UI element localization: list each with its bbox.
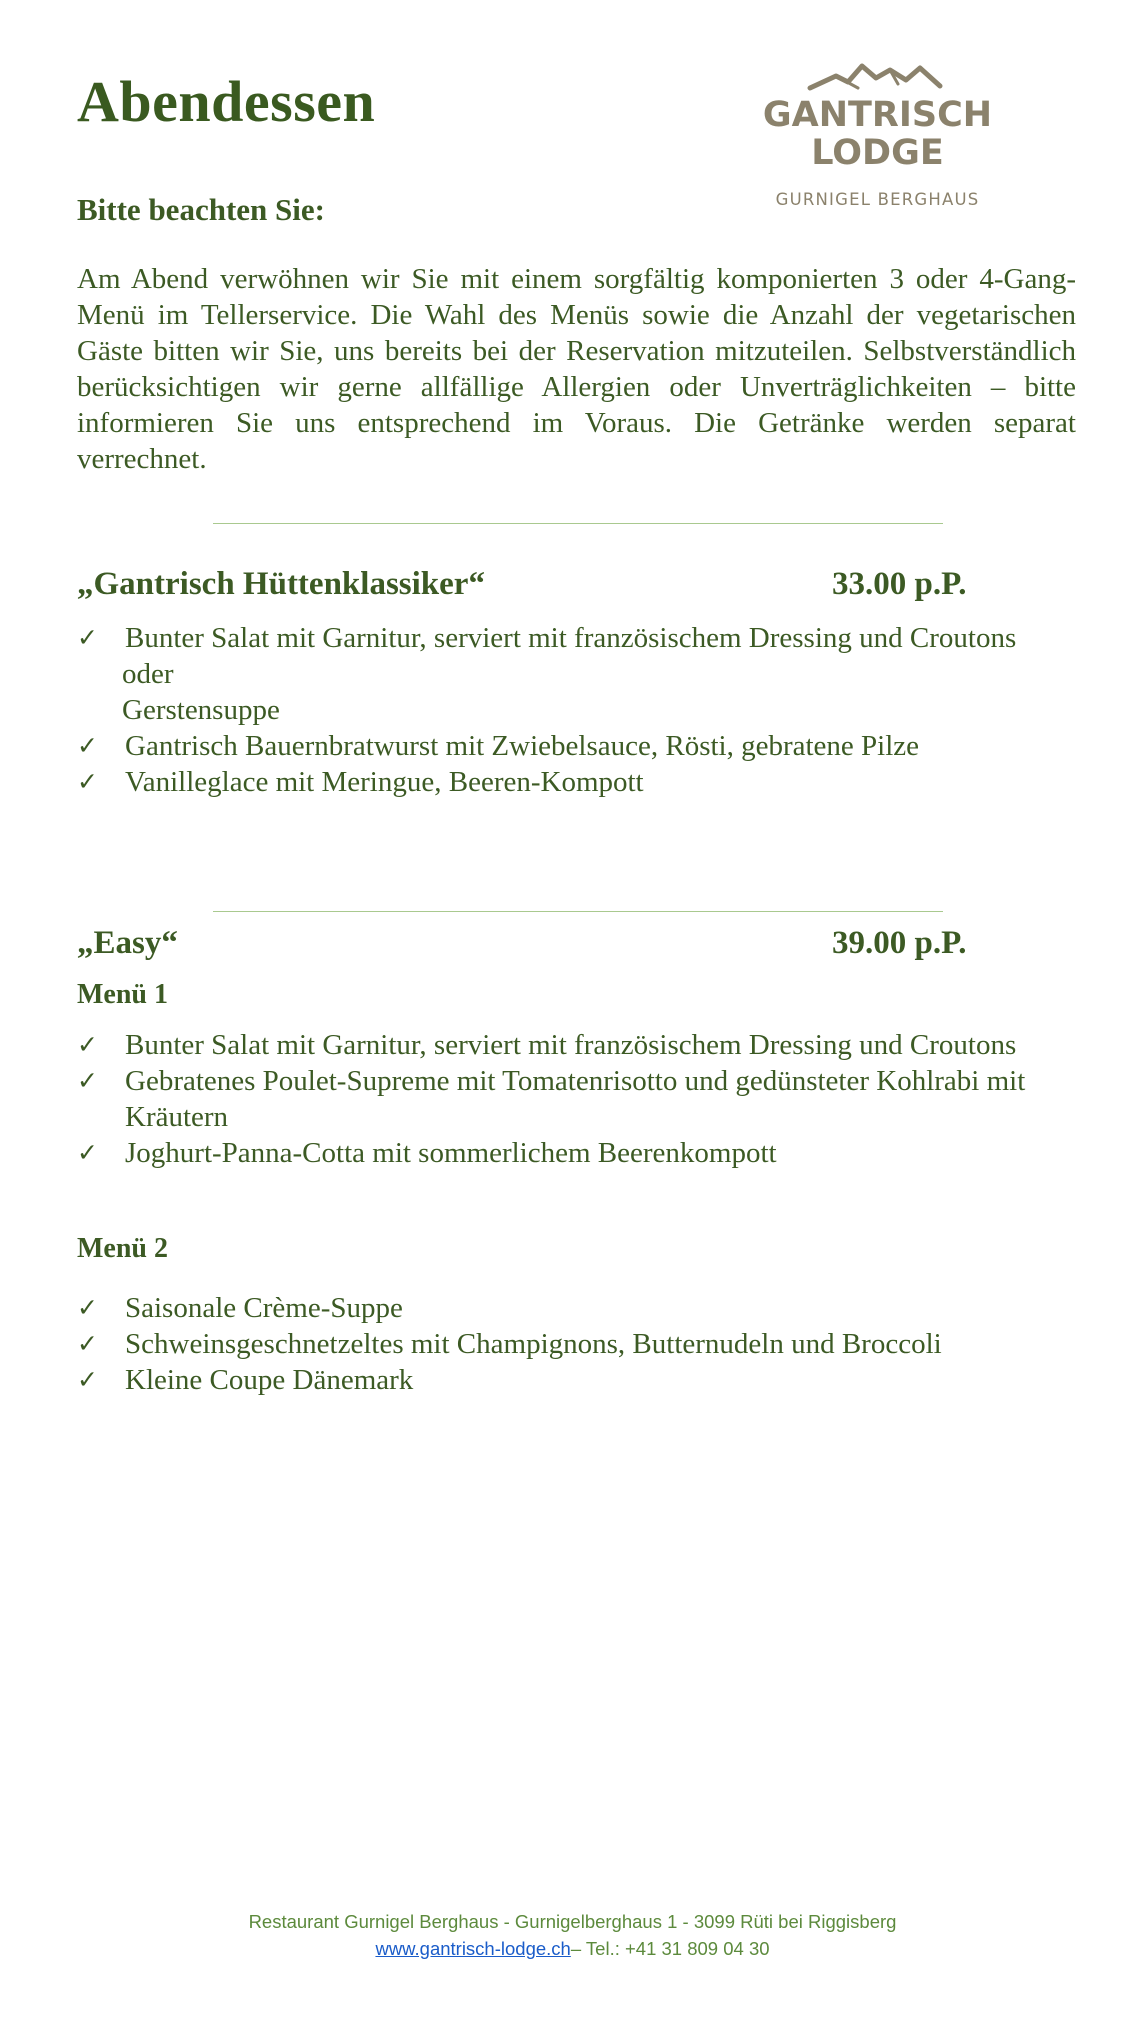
list-item-label: Saisonale Crème-Suppe	[125, 1292, 403, 1324]
website-link[interactable]: www.gantrisch-lodge.ch	[375, 1938, 571, 1959]
menu-title-huettenklassiker: „Gantrisch Hüttenklassiker“	[77, 566, 485, 602]
menu-title-easy: „Easy“	[77, 925, 178, 961]
list-item-label: Schweinsgeschnetzeltes mit Champignons, Butternudeln und Broccoli	[125, 1328, 942, 1360]
list-item-label: Joghurt-Panna-Cotta mit sommerlichem Beerenkompott	[125, 1137, 777, 1169]
mountain-icon	[740, 58, 1015, 98]
checkmark-icon: ✓	[77, 731, 98, 760]
list-item	[77, 1063, 1077, 1135]
list-item	[77, 620, 1077, 656]
gantrisch-lodge-logo	[740, 58, 1015, 218]
checkmark-icon: ✓	[77, 1066, 98, 1095]
list-item	[77, 728, 1077, 764]
list-item-label: Bunter Salat mit Garnitur, serviert mit französischem Dressing und Croutons	[125, 622, 1017, 654]
footer	[0, 1908, 1145, 1962]
page-title: Abendessen	[77, 69, 376, 134]
list-item-label: Kleine Coupe Dänemark	[125, 1364, 414, 1396]
list-item-label: Gantrisch Bauernbratwurst mit Zwiebelsauce, Rösti, gebratene Pilze	[125, 730, 920, 762]
checkmark-icon: ✓	[77, 1293, 98, 1322]
logo-brand-line1: GANTRISCH	[762, 95, 993, 135]
notice-heading: Bitte beachten Sie:	[77, 192, 325, 227]
list-item	[77, 1326, 1077, 1362]
menu-list-easy-option1	[77, 1027, 1077, 1171]
menu-price-easy: 39.00 p.P.	[832, 925, 967, 961]
list-item	[77, 1135, 1077, 1171]
menu-list-easy-option2	[77, 1290, 1077, 1398]
divider	[213, 911, 943, 912]
list-item	[77, 1027, 1077, 1063]
alternative-item: Gerstensuppe	[122, 694, 280, 726]
footer-contact	[0, 1935, 1145, 1962]
checkmark-icon: ✓	[77, 1329, 98, 1358]
logo-subtitle: GURNIGEL BERGHAUS	[775, 190, 980, 209]
list-item-alternative	[77, 656, 1077, 728]
alternative-word: oder	[122, 658, 174, 690]
checkmark-icon: ✓	[77, 623, 98, 652]
divider	[213, 523, 943, 524]
notice-text: Am Abend verwöhnen wir Sie mit einem sorgfältig komponierten 3 oder 4-Gang-Menü im Tellerservice. Die Wahl des Menüs sowie die Anzahl der vegetarischen Gäste bitten wir Sie, uns bereits bei der Reservation mitzuteilen. Selbstverständlich berücksichtigen wir gerne allfällige Allergien oder Unverträglichkeiten – bitte informieren Sie uns entsprechend im Voraus. Die Getränke werden separat verrechnet.	[77, 263, 1076, 475]
footer-address: Restaurant Gurnigel Berghaus - Gurnigelberghaus 1 - 3099 Rüti bei Riggisberg	[248, 1911, 897, 1932]
menu-price-huettenklassiker: 33.00 p.P.	[832, 566, 967, 602]
list-item	[77, 1362, 1077, 1398]
logo-brand-line2: LODGE	[811, 133, 944, 173]
menu-option-heading: Menü 2	[77, 1233, 168, 1264]
footer-phone: – Tel.: +41 31 809 04 30	[570, 1938, 770, 1959]
checkmark-icon: ✓	[77, 767, 98, 796]
list-item-label: Gebratenes Poulet-Supreme mit Tomatenrisotto und gedünsteter Kohlrabi mit Kräutern	[125, 1065, 1026, 1133]
list-item	[77, 1290, 1077, 1326]
checkmark-icon: ✓	[77, 1030, 98, 1059]
list-item	[77, 764, 1077, 800]
list-item-label: Vanilleglace mit Meringue, Beeren-Kompott	[125, 766, 644, 798]
checkmark-icon: ✓	[77, 1365, 98, 1394]
menu-option-heading: Menü 1	[77, 979, 168, 1010]
menu-list-huettenklassiker	[77, 620, 1077, 800]
checkmark-icon: ✓	[77, 1138, 98, 1167]
list-item-label: Bunter Salat mit Garnitur, serviert mit französischem Dressing und Croutons	[125, 1029, 1017, 1061]
